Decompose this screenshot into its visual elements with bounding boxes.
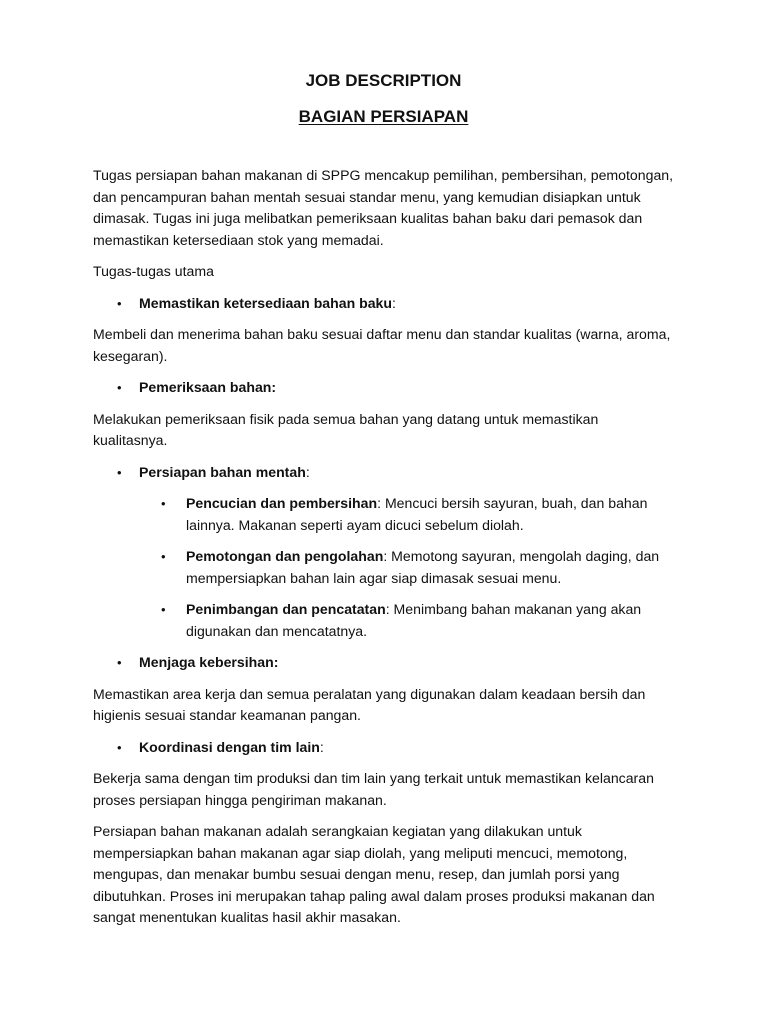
task-bullet (93, 377, 674, 399)
bullet-icon: • (117, 295, 122, 311)
subtask-label: Pencucian dan pembersihan (186, 495, 378, 511)
bullet-icon: • (161, 496, 166, 511)
bullet-icon: • (117, 464, 122, 480)
bullet-icon: • (117, 739, 122, 755)
subtask-text: : Memotong sayuran, mengolah daging, dan mempersiapkan bahan lain agar siap dimasak sesuai menu. (186, 548, 660, 586)
task-description: Melakukan pemeriksaan fisik pada semua bahan yang datang untuk memastikan kualitasnya. (93, 410, 599, 448)
task-suffix: : (392, 294, 396, 311)
subtask-bullet (93, 599, 674, 642)
intro-paragraph: Tugas persiapan bahan makanan di SPPG mencakup pemilihan, pembersihan, pemotongan, dan pencampuran bahan mentah sesuai standar menu, yang kemudian disiapkan untuk dimasak. Tugas ini juga melibatkan pemeriksaan kualitas bahan baku dari pemasok dan memastikan ketersediaan stok yang memadai. (93, 167, 674, 248)
closing-paragraph: Persiapan bahan makanan adalah serangkaian kegiatan yang dilakukan untuk mempersiapkan bahan makanan agar siap diolah, yang meliputi mencuci, memotong, mengupas, dan menakar bumbu sesuai dengan menu, resep, dan jumlah porsi yang dibutuhkan. Proses ini merupakan tahap paling awal dalam proses produksi makanan dan sangat menentukan kualitas hasil akhir masakan. (93, 823, 655, 925)
task-bullet (93, 652, 674, 674)
bullet-icon: • (117, 380, 122, 395)
task-bullet (93, 462, 674, 484)
subtask-bullet (93, 546, 674, 589)
task-label: Memastikan ketersediaan bahan baku (139, 294, 393, 311)
task-suffix: : (305, 463, 310, 480)
bullet-icon: • (161, 549, 166, 564)
task-bullet (93, 293, 674, 315)
subtask-label: Pemotongan dan pengolahan (186, 548, 384, 564)
task-suffix: : (319, 738, 324, 755)
task-label: Koordinasi dengan tim lain (139, 738, 320, 755)
task-description: Bekerja sama dengan tim produksi dan tim lain yang terkait untuk memastikan kelancaran proses persiapan hingga pengiriman makanan. (93, 770, 654, 808)
subtask-text: : Mencuci bersih sayuran, buah, dan bahan lainnya. Makanan seperti ayam dicuci sebelum diolah. (186, 495, 648, 533)
subtask-bullet (93, 493, 674, 536)
task-bullet (93, 737, 674, 759)
section-heading: Tugas-tugas utama (93, 263, 214, 279)
task-description: Memastikan area kerja dan semua peralatan yang digunakan dalam keadaan bersih dan higienis sesuai standar keamanan pangan. (93, 685, 646, 723)
task-label: Pemeriksaan bahan: (139, 379, 277, 395)
task-label: Menjaga kebersihan: (139, 654, 279, 670)
bullet-icon: • (117, 655, 122, 670)
document-title: JOB DESCRIPTION (305, 71, 462, 90)
bullet-icon: • (161, 602, 166, 617)
task-label: Persiapan bahan mentah (139, 463, 306, 480)
task-description: Membeli dan menerima bahan baku sesuai daftar menu dan standar kualitas (warna, aroma, kesegaran). (93, 326, 671, 364)
subtask-label: Penimbangan dan pencatatan (186, 601, 386, 617)
subtask-text: : Menimbang bahan makanan yang akan digunakan dan mencatatnya. (186, 601, 642, 639)
document-subtitle: BAGIAN PERSIAPAN (298, 107, 469, 126)
